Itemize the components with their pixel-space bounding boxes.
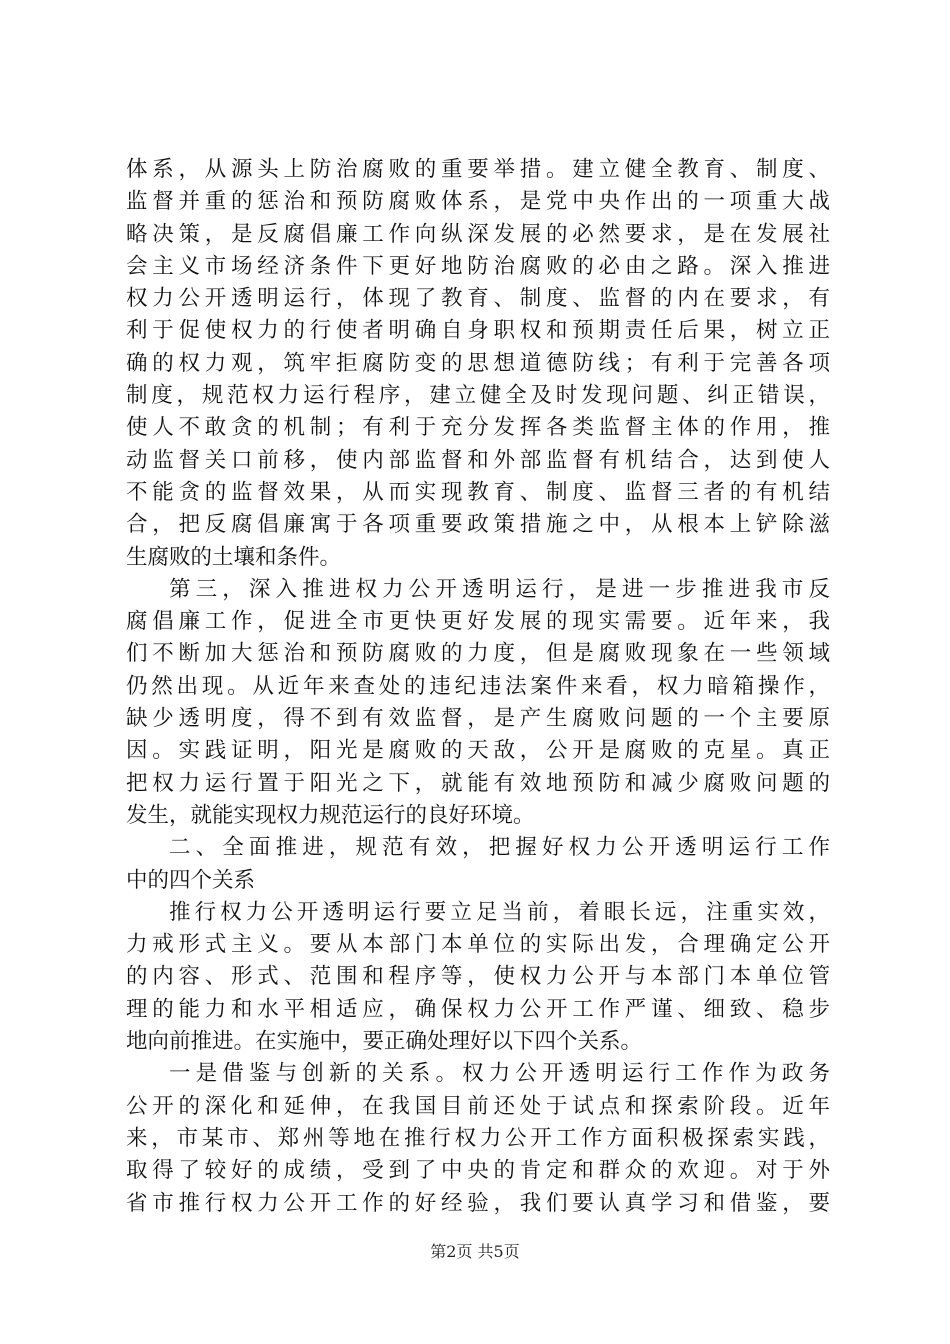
text-line: 发生，就能实现权力规范运行的良好环境。	[126, 802, 535, 828]
page-number-footer: 第2页 共5页	[430, 1242, 520, 1261]
text-line: 生腐败的土壤和条件。	[126, 544, 342, 570]
text-line: 略决策，是反腐倡廉工作向纵深发展的必然要求，是在发展社	[126, 221, 830, 247]
text-line: 仍然出现。从近年来查处的违纪违法案件来看，权力暗箱操作，	[126, 673, 830, 699]
text-line: 缺少透明度，得不到有效监督，是产生腐败问题的一个主要原	[126, 706, 830, 732]
text-line: 因。实践证明，阳光是腐败的天敌，公开是腐败的克星。真正	[126, 738, 830, 764]
text-line: 理的能力和水平相适应，确保权力公开工作严谨、细致、稳步	[126, 996, 830, 1022]
text-line: 中的四个关系	[126, 867, 256, 893]
text-line: 把权力运行置于阳光之下，就能有效地预防和减少腐败问题的	[126, 770, 830, 796]
text-line: 取得了较好的成绩，受到了中央的肯定和群众的欢迎。对于外	[126, 1158, 830, 1184]
text-line: 第三，深入推进权力公开透明运行，是进一步推进我市反	[169, 576, 830, 602]
text-line: 推行权力公开透明运行要立足当前，着眼长远，注重实效，	[169, 899, 830, 925]
body-text	[126, 154, 830, 1220]
text-line: 使人不敢贪的机制；有利于充分发挥各类监督主体的作用，推	[126, 415, 830, 441]
text-line: 合，把反腐倡廉寓于各项重要政策措施之中，从根本上铲除滋	[126, 512, 830, 538]
text-line: 来，市某市、郑州等地在推行权力公开工作方面积极探索实践，	[126, 1125, 830, 1151]
text-line: 制度，规范权力运行程序，建立健全及时发现问题、纠正错误，	[126, 383, 830, 409]
text-line: 们不断加大惩治和预防腐败的力度，但是腐败现象在一些领域	[126, 641, 830, 667]
text-line: 力戒形式主义。要从本部门本单位的实际出发，合理确定公开	[126, 932, 830, 958]
text-line: 动监督关口前移，使内部监督和外部监督有机结合，达到使人	[126, 447, 830, 473]
text-line: 的内容、形式、范围和程序等，使权力公开与本部门本单位管	[126, 964, 830, 990]
text-line: 省市推行权力公开工作的好经验，我们要认真学习和借鉴，要	[126, 1190, 830, 1216]
text-line: 不能贪的监督效果，从而实现教育、制度、监督三者的有机结	[126, 479, 830, 505]
text-line: 公开的深化和延伸，在我国目前还处于试点和探索阶段。近年	[126, 1093, 830, 1119]
text-line: 一是借鉴与创新的关系。权力公开透明运行工作作为政务	[169, 1061, 830, 1087]
text-line: 监督并重的惩治和预防腐败体系，是党中央作出的一项重大战	[126, 189, 830, 215]
text-line: 会主义市场经济条件下更好地防治腐败的必由之路。深入推进	[126, 253, 830, 279]
text-line: 体系，从源头上防治腐败的重要举措。建立健全教育、制度、	[126, 157, 830, 182]
text-line: 确的权力观，筑牢拒腐防变的思想道德防线；有利于完善各项	[126, 350, 830, 376]
text-line: 二、全面推进，规范有效，把握好权力公开透明运行工作	[169, 835, 830, 861]
text-line: 利于促使权力的行使者明确自身职权和预期责任后果，树立正	[126, 318, 830, 344]
text-line: 权力公开透明运行，体现了教育、制度、监督的内在要求，有	[126, 286, 830, 312]
text-line: 腐倡廉工作，促进全市更快更好发展的现实需要。近年来，我	[126, 609, 830, 635]
text-line: 地向前推进。在实施中，要正确处理好以下四个关系。	[126, 1029, 643, 1055]
